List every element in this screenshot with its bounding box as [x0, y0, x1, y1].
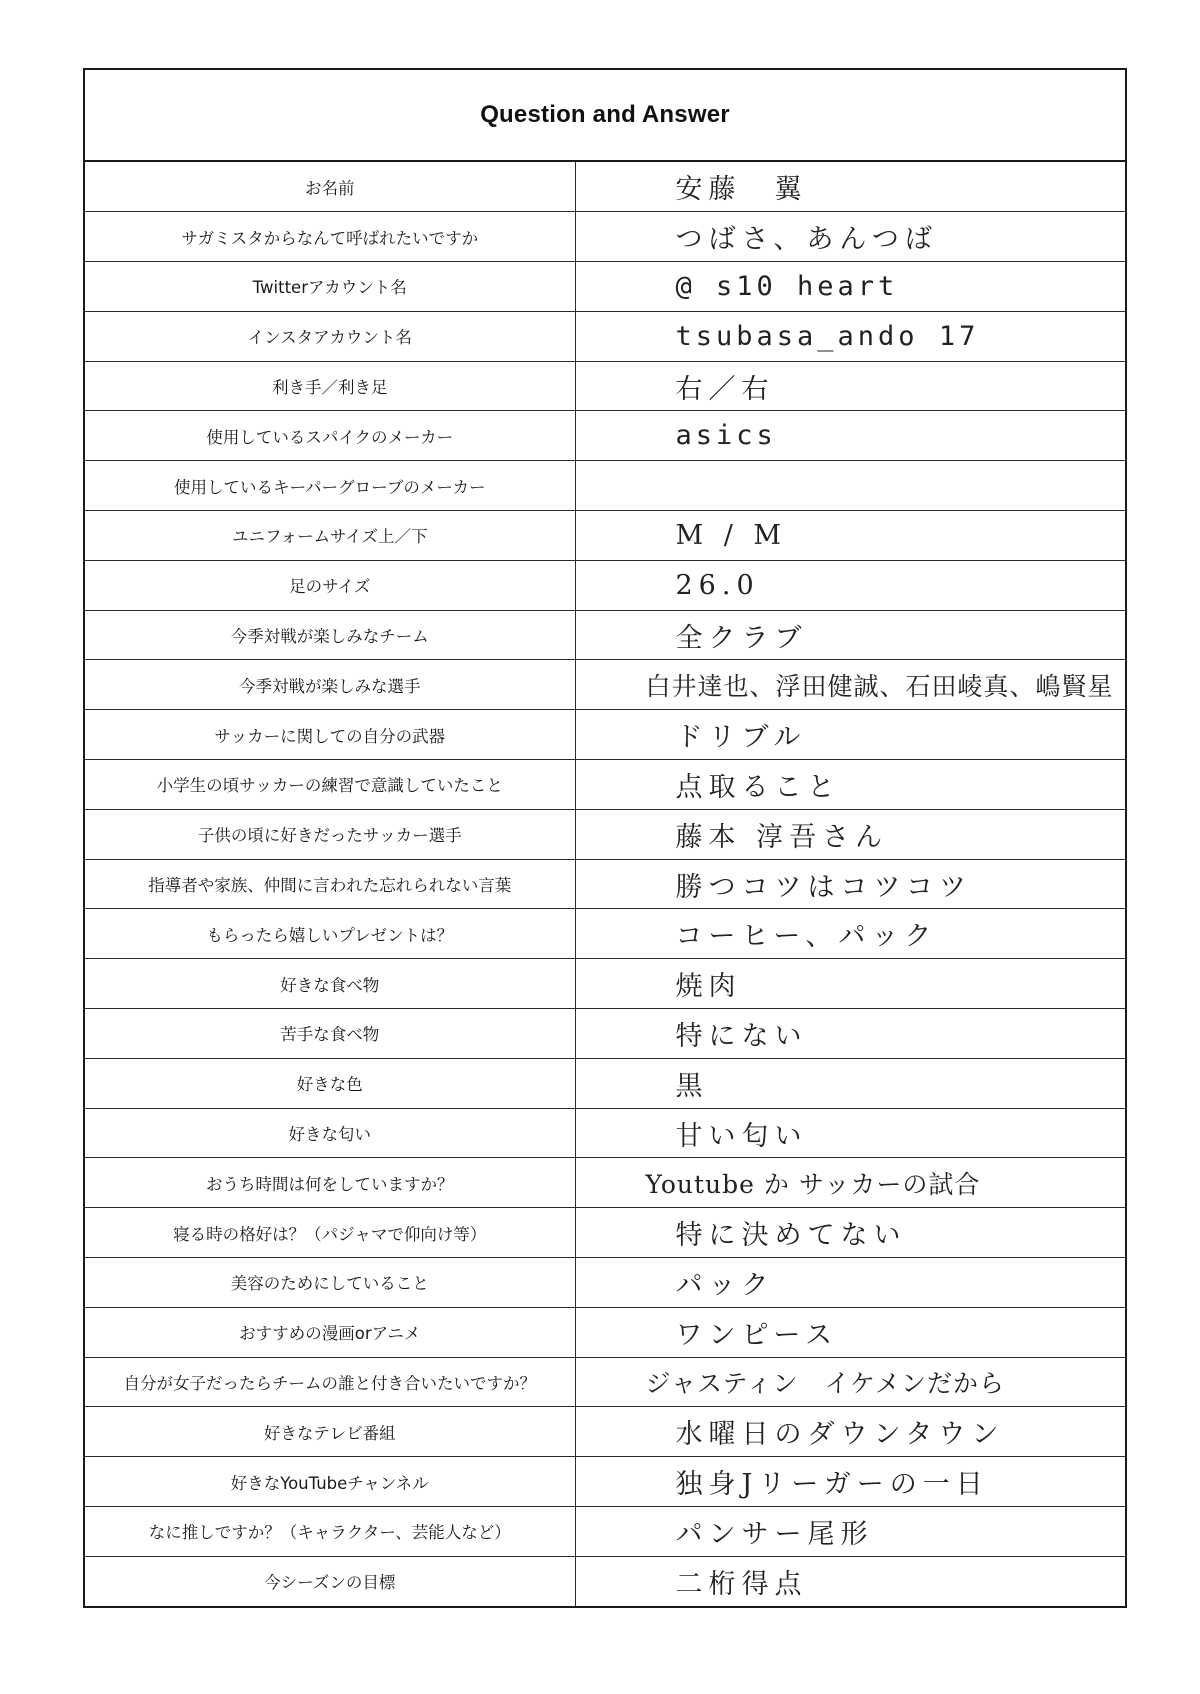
question-cell: 小学生の頃サッカーの練習で意識していたこと: [85, 760, 575, 810]
qa-row: [85, 1258, 1125, 1308]
answer-cell: Youtube か サッカーの試合: [575, 1158, 1125, 1208]
qa-row: [85, 461, 1125, 511]
qa-row: [85, 1058, 1125, 1108]
qa-row: [85, 1357, 1125, 1407]
answer-cell: 水曜日のダウンタウン: [575, 1407, 1125, 1457]
answer-cell: 甘い匂い: [575, 1108, 1125, 1158]
question-cell: 好きな色: [85, 1058, 575, 1108]
question-cell: 好きなYouTubeチャンネル: [85, 1457, 575, 1507]
question-cell: サガミスタからなんて呼ばれたいですか: [85, 212, 575, 262]
answer-cell: asics: [575, 411, 1125, 461]
answer-cell: パンサー尾形: [575, 1507, 1125, 1557]
question-cell: 好きな食べ物: [85, 959, 575, 1009]
question-cell: なに推しですか？（キャラクター、芸能人など）: [85, 1507, 575, 1557]
answer-cell: 藤本 淳吾さん: [575, 809, 1125, 859]
question-cell: 美容のためにしていること: [85, 1258, 575, 1308]
answer-cell: 点取ること: [575, 760, 1125, 810]
qa-row: [85, 760, 1125, 810]
answer-cell: 26.0: [575, 560, 1125, 610]
question-cell: 好きな匂い: [85, 1108, 575, 1158]
title-row: [85, 70, 1125, 162]
answer-cell: 黒: [575, 1058, 1125, 1108]
answer-cell: コーヒー、パック: [575, 909, 1125, 959]
question-cell: 今季対戦が楽しみな選手: [85, 660, 575, 710]
question-cell: 苦手な食べ物: [85, 1009, 575, 1059]
answer-cell: 独身Jリーガーの一日: [575, 1457, 1125, 1507]
question-cell: 今シーズンの目標: [85, 1556, 575, 1606]
answer-cell: 安藤 翼: [575, 162, 1125, 212]
qa-row: [85, 262, 1125, 312]
qa-row: [85, 560, 1125, 610]
question-cell: ユニフォームサイズ上／下: [85, 511, 575, 561]
question-cell: もらったら嬉しいプレゼントは？: [85, 909, 575, 959]
answer-cell: 焼肉: [575, 959, 1125, 1009]
answer-cell: つばさ、あんつば: [575, 212, 1125, 262]
qa-row: [85, 1108, 1125, 1158]
answer-cell: 白井達也、浮田健誠、石田崚真、嶋賢星: [575, 660, 1125, 710]
page-title: Question and Answer: [480, 101, 730, 128]
qa-row: [85, 610, 1125, 660]
qa-row: [85, 1457, 1125, 1507]
question-cell: おうち時間は何をしていますか？: [85, 1158, 575, 1208]
qa-row: [85, 959, 1125, 1009]
answer-cell: 特にない: [575, 1009, 1125, 1059]
answer-cell: 特に決めてない: [575, 1208, 1125, 1258]
answer-cell: [575, 461, 1125, 511]
question-cell: お名前: [85, 162, 575, 212]
answer-cell: 全クラブ: [575, 610, 1125, 660]
question-cell: インスタアカウント名: [85, 311, 575, 361]
qa-row: [85, 411, 1125, 461]
qa-row: [85, 809, 1125, 859]
question-cell: サッカーに関しての自分の武器: [85, 710, 575, 760]
qa-sheet: [83, 68, 1127, 1608]
qa-row: [85, 1009, 1125, 1059]
question-cell: Twitterアカウント名: [85, 262, 575, 312]
question-cell: 子供の頃に好きだったサッカー選手: [85, 809, 575, 859]
answer-cell: 勝つコツはコツコツ: [575, 859, 1125, 909]
answer-cell: M / M: [575, 511, 1125, 561]
question-cell: 足のサイズ: [85, 560, 575, 610]
question-cell: 使用しているキーパーグローブのメーカー: [85, 461, 575, 511]
qa-row: [85, 511, 1125, 561]
qa-row: [85, 1507, 1125, 1557]
question-cell: 好きなテレビ番組: [85, 1407, 575, 1457]
qa-row: [85, 1407, 1125, 1457]
question-cell: 指導者や家族、仲間に言われた忘れられない言葉: [85, 859, 575, 909]
answer-cell: tsubasa_ando 17: [575, 311, 1125, 361]
question-cell: 寝る時の格好は？（パジャマで仰向け等）: [85, 1208, 575, 1258]
question-cell: 利き手／利き足: [85, 361, 575, 411]
qa-table: [85, 162, 1125, 1606]
qa-row: [85, 710, 1125, 760]
question-cell: 使用しているスパイクのメーカー: [85, 411, 575, 461]
qa-row: [85, 1208, 1125, 1258]
answer-cell: @ s10 heart: [575, 262, 1125, 312]
answer-cell: 二桁得点: [675, 1568, 808, 1600]
answer-cell: 右／右: [575, 361, 1125, 411]
qa-row: [85, 1556, 1125, 1606]
qa-row: [85, 212, 1125, 262]
answer-cell: ジャスティン イケメンだから: [575, 1357, 1125, 1407]
qa-row: [85, 162, 1125, 212]
answer-cell: ワンピース: [575, 1307, 1125, 1357]
answer-cell: パック: [575, 1258, 1125, 1308]
question-cell: 自分が女子だったらチームの誰と付き合いたいですか？: [85, 1357, 575, 1407]
answer-cell: ドリブル: [575, 710, 1125, 760]
qa-row: [85, 909, 1125, 959]
question-cell: 今季対戦が楽しみなチーム: [85, 610, 575, 660]
question-cell: おすすめの漫画orアニメ: [85, 1307, 575, 1357]
qa-row: [85, 859, 1125, 909]
qa-row: [85, 660, 1125, 710]
qa-row: [85, 361, 1125, 411]
qa-row: [85, 1158, 1125, 1208]
qa-row: [85, 1307, 1125, 1357]
qa-row: [85, 311, 1125, 361]
